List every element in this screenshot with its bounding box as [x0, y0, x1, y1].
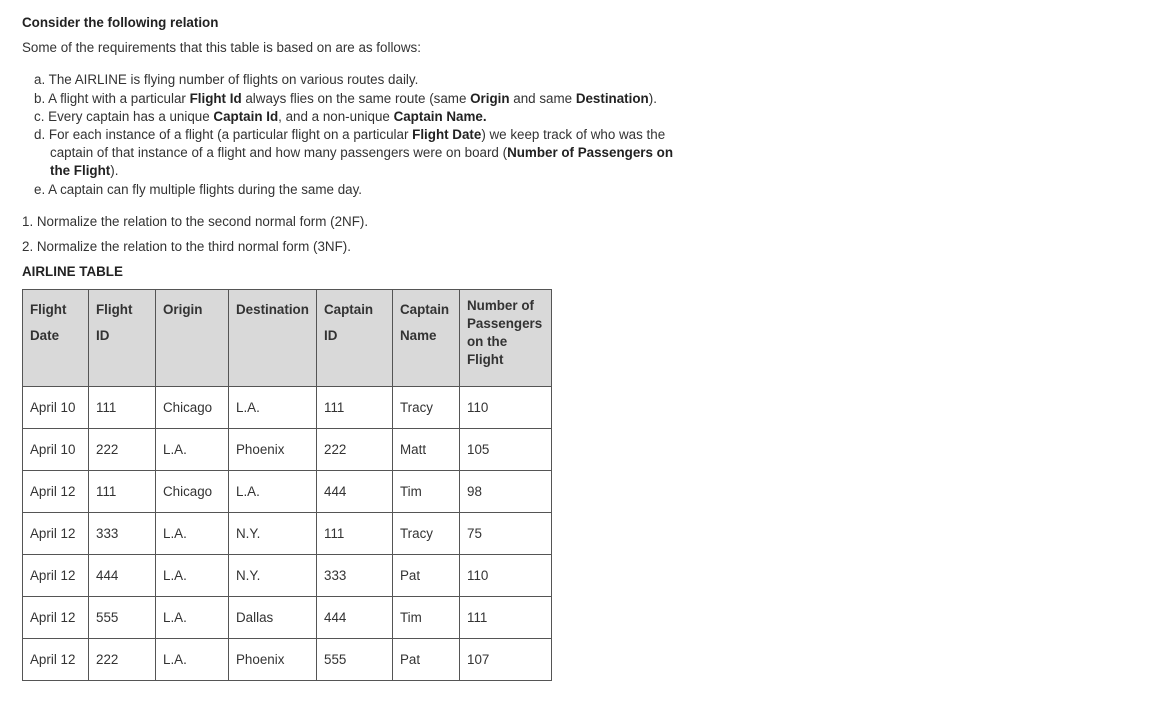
requirement-text: A captain can fly multiple flights during the same day.	[48, 182, 363, 197]
header-text: Name	[400, 328, 437, 343]
requirement-text: Every captain has a unique	[48, 109, 214, 124]
header-text: Number of	[467, 298, 534, 313]
requirement-text: A flight with a particular	[48, 91, 190, 106]
bold-term: Number of Passengers on	[507, 145, 674, 160]
task-2nf: 1. Normalize the relation to the second normal form (2NF).	[22, 214, 369, 229]
cell-passengers: 107	[460, 639, 552, 681]
cell-flight-date: April 12	[23, 555, 89, 597]
cell-passengers: 105	[460, 429, 552, 471]
header-text: Date	[30, 328, 60, 343]
document-title: Consider the following relation	[22, 15, 219, 30]
cell-origin: Chicago	[156, 471, 229, 513]
cell-destination: Phoenix	[229, 429, 317, 471]
cell-flight-date: April 12	[23, 471, 89, 513]
table-row	[23, 555, 552, 597]
intro-text: Some of the requirements that this table is based on are as follows:	[22, 40, 421, 55]
header-destination	[229, 290, 317, 387]
header-captain-name	[393, 290, 460, 387]
header-passengers	[460, 290, 552, 387]
cell-flight-date: April 10	[23, 429, 89, 471]
airline-table	[22, 289, 552, 681]
cell-captain-id: 444	[317, 471, 393, 513]
requirement-a	[34, 71, 418, 89]
cell-destination: Dallas	[229, 597, 317, 639]
list-marker: b.	[34, 91, 46, 106]
header-text: Captain	[324, 302, 374, 317]
header-text: Destination	[236, 302, 309, 317]
cell-flight-date: April 10	[23, 387, 89, 429]
list-marker: d.	[34, 127, 46, 142]
table-row	[23, 471, 552, 513]
requirement-e	[34, 181, 362, 199]
cell-captain-id: 111	[317, 387, 393, 429]
header-text: Flight	[467, 352, 504, 367]
cell-flight-id: 333	[89, 513, 156, 555]
cell-origin: L.A.	[156, 555, 229, 597]
table-row	[23, 597, 552, 639]
cell-destination: L.A.	[229, 471, 317, 513]
cell-passengers: 111	[460, 597, 552, 639]
header-text: Captain	[400, 302, 450, 317]
bold-term: Captain Name.	[393, 109, 487, 124]
header-text: Flight	[96, 302, 133, 317]
cell-flight-id: 222	[89, 639, 156, 681]
requirement-d-line2	[50, 144, 673, 162]
header-captain-id	[317, 290, 393, 387]
cell-captain-name: Tracy	[393, 513, 460, 555]
header-origin	[156, 290, 229, 387]
requirement-d	[34, 126, 665, 144]
cell-flight-id: 444	[89, 555, 156, 597]
bold-term: Flight Date	[412, 127, 482, 142]
cell-destination: N.Y.	[229, 555, 317, 597]
bold-term: Flight Id	[189, 91, 242, 106]
bold-term: Origin	[470, 91, 510, 106]
requirement-c	[34, 108, 487, 126]
header-flight-id	[89, 290, 156, 387]
header-text: ID	[96, 328, 110, 343]
cell-origin: L.A.	[156, 597, 229, 639]
requirement-b	[34, 90, 657, 108]
cell-destination: L.A.	[229, 387, 317, 429]
cell-captain-name: Tim	[393, 597, 460, 639]
requirement-text: ).	[110, 163, 119, 178]
header-text: Origin	[163, 302, 203, 317]
header-text: on the	[467, 334, 508, 349]
table-row	[23, 513, 552, 555]
table-title: AIRLINE TABLE	[22, 264, 123, 279]
cell-destination: N.Y.	[229, 513, 317, 555]
cell-origin: L.A.	[156, 429, 229, 471]
cell-captain-id: 555	[317, 639, 393, 681]
requirement-text: always flies on the same route (same	[241, 91, 471, 106]
requirement-text: captain of that instance of a flight and how many passengers were on board (	[50, 145, 508, 160]
requirement-d-line3	[50, 162, 118, 180]
cell-captain-id: 333	[317, 555, 393, 597]
table-row	[23, 639, 552, 681]
bold-term: Destination	[575, 91, 649, 106]
cell-flight-id: 111	[89, 387, 156, 429]
table-row	[23, 387, 552, 429]
cell-origin: Chicago	[156, 387, 229, 429]
cell-flight-id: 222	[89, 429, 156, 471]
cell-captain-id: 444	[317, 597, 393, 639]
cell-origin: L.A.	[156, 513, 229, 555]
cell-passengers: 110	[460, 387, 552, 429]
list-marker: a.	[34, 72, 46, 87]
table-row	[23, 429, 552, 471]
requirement-text: , and a non-unique	[278, 109, 394, 124]
cell-flight-date: April 12	[23, 597, 89, 639]
bold-term: Captain Id	[213, 109, 279, 124]
cell-captain-name: Tracy	[393, 387, 460, 429]
cell-flight-id: 111	[89, 471, 156, 513]
bold-term: the Flight	[50, 163, 111, 178]
list-marker: e.	[34, 182, 46, 197]
cell-passengers: 98	[460, 471, 552, 513]
requirement-text: and same	[509, 91, 576, 106]
requirement-text: The AIRLINE is flying number of flights on various routes daily.	[48, 72, 419, 87]
task-3nf: 2. Normalize the relation to the third normal form (3NF).	[22, 239, 351, 254]
cell-captain-name: Pat	[393, 555, 460, 597]
cell-captain-name: Pat	[393, 639, 460, 681]
cell-passengers: 75	[460, 513, 552, 555]
header-text: Passengers	[467, 316, 543, 331]
header-text: Flight	[30, 302, 67, 317]
cell-captain-id: 111	[317, 513, 393, 555]
cell-captain-id: 222	[317, 429, 393, 471]
table-header-row	[23, 290, 552, 387]
requirement-text: ).	[648, 91, 657, 106]
header-flight-date	[23, 290, 89, 387]
cell-destination: Phoenix	[229, 639, 317, 681]
cell-flight-id: 555	[89, 597, 156, 639]
header-text: ID	[324, 328, 338, 343]
cell-captain-name: Tim	[393, 471, 460, 513]
cell-flight-date: April 12	[23, 639, 89, 681]
cell-captain-name: Matt	[393, 429, 460, 471]
cell-passengers: 110	[460, 555, 552, 597]
cell-origin: L.A.	[156, 639, 229, 681]
cell-flight-date: April 12	[23, 513, 89, 555]
requirement-text: For each instance of a flight (a particular flight on a particular	[48, 127, 413, 142]
list-marker: c.	[34, 109, 45, 124]
requirement-text: ) we keep track of who was the	[481, 127, 666, 142]
